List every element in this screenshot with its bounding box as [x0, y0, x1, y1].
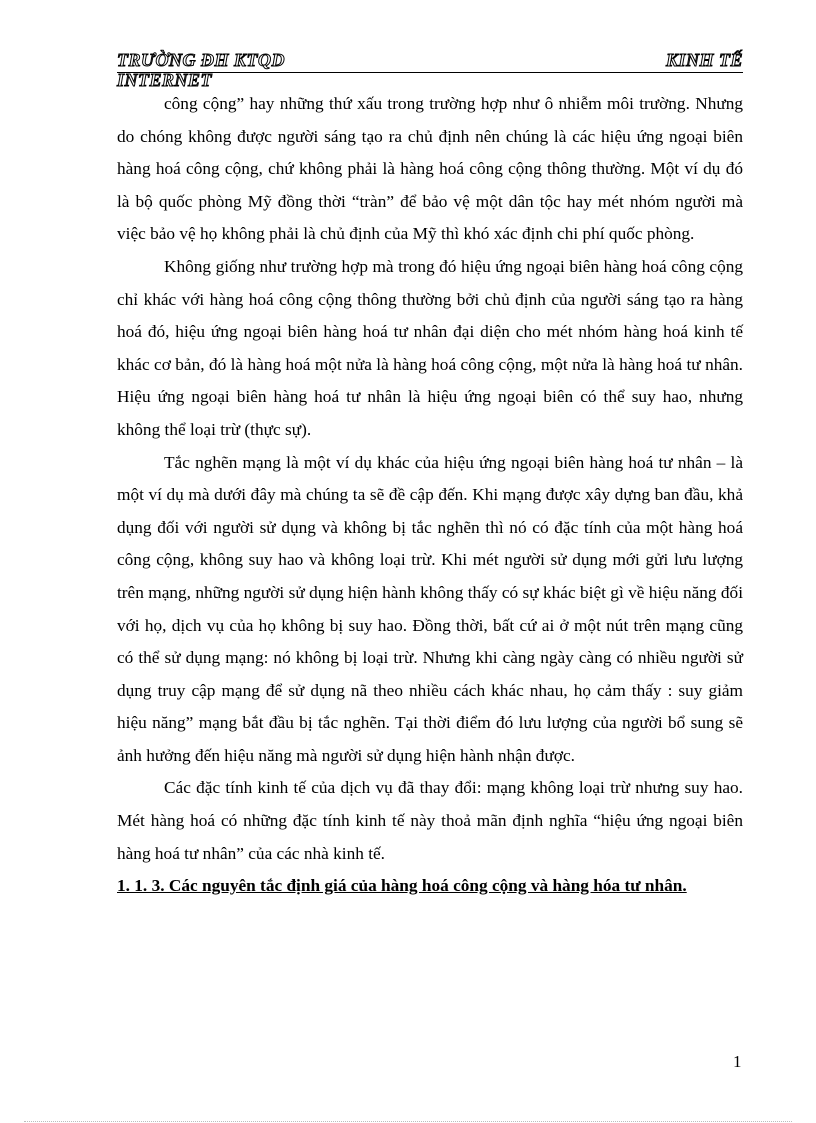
paragraph-continued: công cộng” hay những thứ xấu trong trường hợp như ô nhiễm môi trường. Nhưng do chóng không được người sáng tạo ra chủ định nên chúng là các hiệu ứng ngoại biên hàng hoá công cộng, chứ không phải là hàng hoá công cộng thông thường. Một ví dụ đó là bộ quốc phòng Mỹ đồng thời “tràn” để bảo vệ một dân tộc hay mét nhóm người mà việc bảo vệ họ không phải là chủ định của Mỹ thì khó xác định chi phí quốc phòng. — [117, 94, 743, 244]
paragraph: Không giống như trường hợp mà trong đó hiệu ứng ngoại biên hàng hoá công cộng chỉ khác với hàng hoá công cộng thông thường bởi chủ định của người sáng tạo ra hàng hoá đó, hiệu ứng ngoại biên hàng hoá tư nhân đại diện cho mét nhóm hàng hoá kinh tế khác cơ bản, đó là hàng hoá một nửa là hàng hoá công cộng, một nửa là hàng hoá tư nhân. Hiệu ứng ngoại biên hàng hoá tư nhân là hiệu ứng ngoại biên có thể suy hao, nhưng không thể loại trừ (thực sự). — [117, 256, 743, 439]
document-body — [117, 88, 743, 903]
page-bottom-divider — [24, 1121, 792, 1122]
page-number: 1 — [733, 1052, 742, 1071]
page-header — [117, 50, 743, 90]
section-heading: 1. 1. 3. Các nguyên tắc định giá của hàng hoá công cộng và hàng hóa tư nhân. — [117, 876, 687, 896]
header-school-name: TRƯỜNG ĐH KTQD — [117, 50, 285, 70]
header-subject: KINH TẾ — [665, 50, 743, 70]
paragraph: Các đặc tính kinh tế của dịch vụ đã thay đổi: mạng không loại trừ nhưng suy hao. Mét hàng hoá có những đặc tính kinh tế này thoả mãn định nghĩa “hiệu ứng ngoại biên hàng hoá tư nhân” của các nhà kinh tế. — [117, 778, 743, 863]
header-subject-line2: INTERNET — [117, 70, 213, 90]
paragraph: Tắc nghẽn mạng là một ví dụ khác của hiệu ứng ngoại biên hàng hoá tư nhân – là một ví dụ mà dưới đây mà chúng ta sẽ đề cập đến. Khi mạng được xây dựng ban đầu, khả dụng đối với người sử dụng và không bị tắc nghẽn thì nó có đặc tính của một hàng hoá công cộng, không suy hao và không loại trừ. Khi mét người sử dụng mới gửi lưu lượng trên mạng, những người sử dụng hiện hành không thấy có sự khác biệt gì về hiệu năng đối với họ, dịch vụ của họ không bị suy hao. Đồng thời, bất cứ ai ở một nút trên mạng cũng có thể sử dụng mạng: nó không bị loại trừ. Nhưng khi càng ngày càng có nhiều người sử dụng truy cập mạng để sử dụng nã theo nhiều cách khác nhau, họ cảm thấy : suy giảm hiệu năng” mạng bắt đầu bị tắc nghẽn. Tại thời điểm đó lưu lượng của người bổ sung sẽ ảnh hưởng đến hiệu năng mà người sử dụng hiện hành nhận được. — [117, 452, 743, 765]
